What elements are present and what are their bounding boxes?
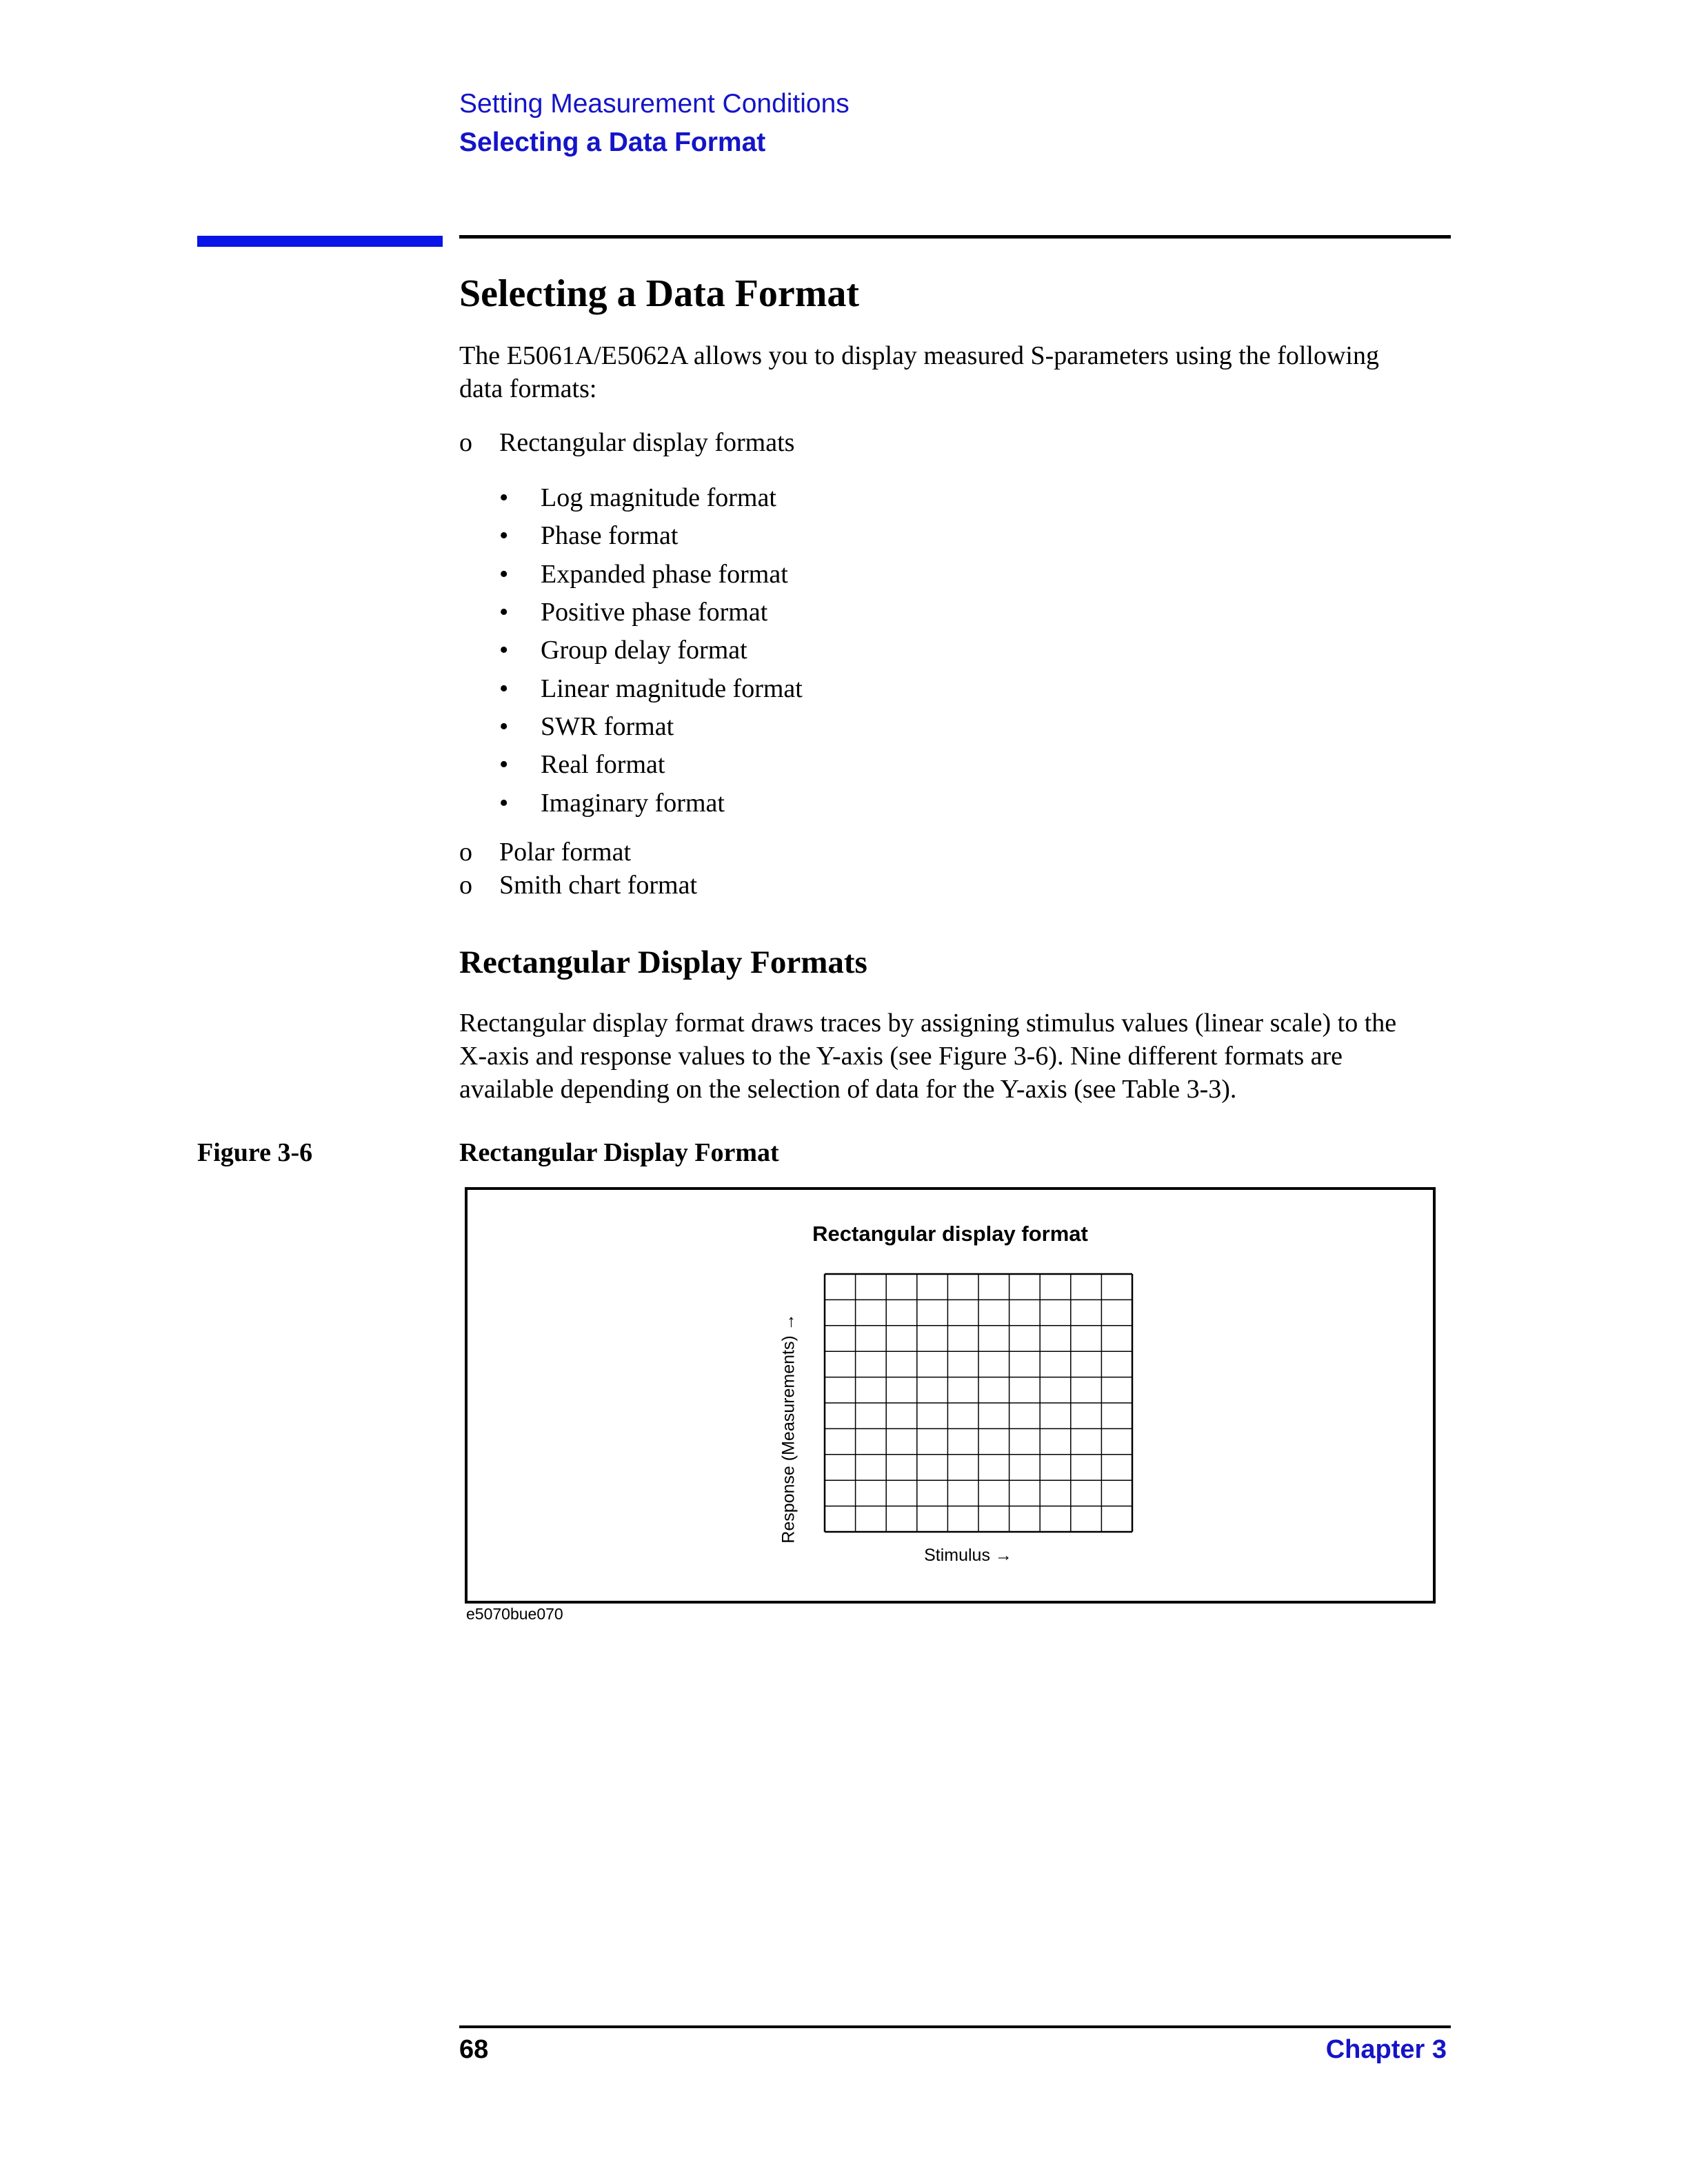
bullet-marker: • [499,560,509,589]
section-title: Selecting a Data Format [459,272,860,315]
list-marker: o [459,871,472,900]
page-number: 68 [459,2035,489,2064]
bullet-marker: • [499,521,509,550]
x-axis-label [468,1546,1433,1566]
running-header-section: Selecting a Data Format [459,128,766,157]
list-marker: o [459,838,472,867]
paragraph-line: Rectangular display format draws traces by assigning stimulus values (linear scale) to the [459,1009,1397,1038]
subsection-paragraph [459,1007,1396,1106]
grid-plot-area [823,1273,1134,1533]
figure-frame [465,1187,1436,1604]
list-marker: o [459,428,472,457]
bullet-marker: • [499,636,509,665]
footer-chapter: Chapter 3 [1325,2035,1447,2064]
figure-caption: Rectangular Display Format [459,1138,779,1167]
intro-line: The E5061A/E5062A allows you to display measured S-parameters using the following [459,341,1379,370]
list-item-label: Rectangular display formats [499,428,795,457]
sublist-item-label: Imaginary format [541,789,725,818]
running-header-chapter: Setting Measurement Conditions [459,89,850,119]
paragraph-line: available depending on the selection of data for the Y-axis (see Table 3-3). [459,1075,1237,1104]
sublist-item-label: Phase format [541,521,679,550]
bullet-marker: • [499,789,509,818]
sublist-item-label: Log magnitude format [541,483,776,512]
bullet-marker: • [499,712,509,741]
figure-label: Figure 3-6 [197,1138,313,1167]
sublist-item-label: Linear magnitude format [541,674,803,703]
sublist-item-label: Real format [541,750,665,779]
intro-line: data formats: [459,374,597,403]
blue-section-bar [197,236,443,247]
sublist-item-label: SWR format [541,712,674,741]
figure-image-id: e5070bue070 [466,1605,563,1623]
figure-inner-title: Rectangular display format [812,1222,1088,1246]
intro-paragraph [459,339,1379,405]
footer-rule [459,2025,1451,2028]
bullet-marker: • [499,483,509,512]
bullet-marker: • [499,598,509,627]
sublist-item-label: Positive phase format [541,598,768,627]
subsection-title: Rectangular Display Formats [459,944,867,980]
bullet-marker: • [499,750,509,779]
y-axis-label: Response (Measurements) → [778,1313,798,1544]
bullet-marker: • [499,674,509,703]
section-top-rule [459,235,1451,239]
list-item-label: Polar format [499,838,632,867]
grid-lines [825,1274,1132,1532]
paragraph-line: X-axis and response values to the Y-axis (see Figure 3-6). Nine different formats are [459,1042,1343,1071]
x-axis-label-text: Stimulus → [924,1546,1012,1565]
sublist-item-label: Group delay format [541,636,747,665]
sublist-item-label: Expanded phase format [541,560,788,589]
list-item-label: Smith chart format [499,871,698,900]
